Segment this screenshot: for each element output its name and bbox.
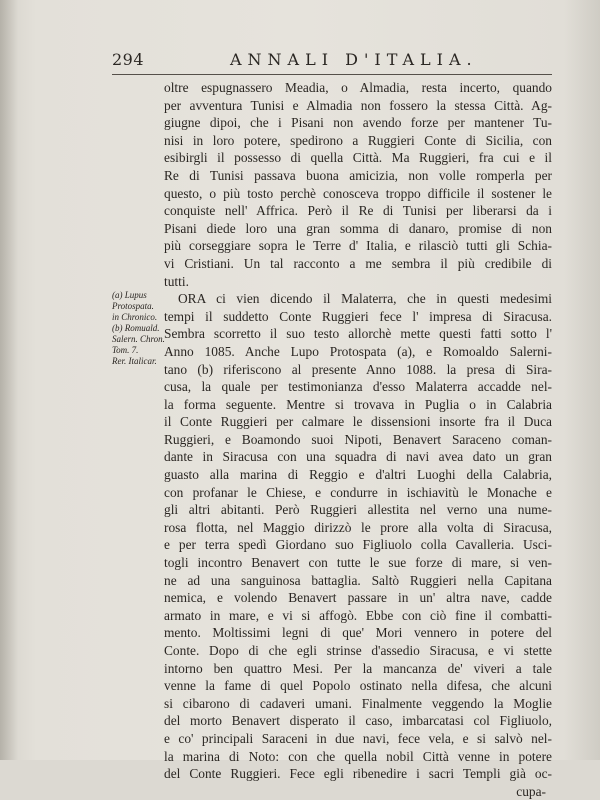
text-line: del Conte Ruggieri. Fece egli ribenedire i sacri Templi già oc- [164,766,552,782]
text-line: guasto alla marina di Reggio e d'altri Luoghi della Calabria, [164,467,552,483]
text-line: oltre espugnassero Meadia, o Almadia, resta incerto, quando [164,80,552,95]
catchword: cupa- [516,783,546,799]
page-number: 294 [112,50,145,69]
page-fold-shadow [0,0,18,760]
text-line: nisi in loro potere, spedirono a Ruggieri Conte di Sicilia, con [164,132,552,148]
text-line: e per terra spedì Giordano suo Figliuolo colla Cavalleria. Usci- [164,537,552,553]
margin-note-line: (b) Romuald. [112,323,160,333]
text-line: ne ad una sanguinosa battaglia. Saltò Ruggieri nella Capitana [164,572,552,588]
text-line: Sembra scorretto il suo testo allorchè mette questi fatti sotto l' [164,326,552,342]
margin-note-line: Tom. 7. [112,345,139,355]
text-line: e co' principali Saraceni in due navi, fece vela, e si salvò nel- [164,730,552,746]
margin-note-line: Rer. Italicar. [112,356,157,366]
text-line: Re di Tunisi passava buona amicizia, non volle romperla per [164,167,552,183]
text-line: si cibarono di cadaveri umani. Finalmente veggendo la Moglie [164,695,552,711]
text-line: del morto Benavert disperato il caso, imbarcatasi col Figliuolo, [164,713,552,729]
text-line: conquiste nell' Affrica. Però il Re di Tunisi per liberarsi da i [164,203,552,219]
text-line: più corseggiare sopra le Terre d' Italia, e rilasciò tutti gli Schia- [164,238,552,254]
text-line: il Conte Ruggieri per calmare le dissensioni insorte fra il Duca [164,414,552,430]
text-line: nemica, e volendo Benavert passare in un' altra nave, cadde [164,590,552,606]
text-line: tempi il suddetto Conte Ruggieri fece l' impresa di Siracusa. [164,308,552,324]
text-line: vi Cristiani. Un tal racconto a me sembra il più credibile di [164,255,552,271]
text-line: ORA ci vien dicendo il Malaterra, che in questi medesimi [178,291,552,307]
text-line: la marina di Noto: con che quella nobil Città venne in potere [164,748,552,764]
text-line: intorno ben quattro Mesi. Per la mancanza de' viveri a tale [164,660,552,676]
text-line: Pisani diede loro una gran somma di danaro, promise di non [164,220,552,236]
text-line: togli incontro Benavert con tutte le sue forze di mare, si ven- [164,555,552,571]
text-line: Ruggieri, e Boamondo suoi Nipoti, Benavert Saraceno coman- [164,431,552,447]
text-line: Conte. Dopo di che egli strinse d'assedio Siracusa, e vi stette [164,643,552,658]
running-title: ANNALI D'ITALIA. [230,50,478,69]
text-line: la forma seguente. Mentre si trovava in Puglia o in Calabria [164,396,552,412]
text-line: con profanar le Chiese, e condurre in ischiavitù le Monache e [164,484,552,500]
margin-note-line: (a) Lupus [112,290,147,300]
text-line: rosa flotta, nel Maggio dirizzò le prore alla volta di Siracusa, [164,519,552,535]
text-line: per avventura Tunisi e Almadia non fossero la stessa Città. Ag- [164,97,552,113]
text-line: gli altri abitanti. Però Ruggieri allestita nel verno una nume- [164,502,552,518]
text-line: giugne dipoi, che i Pisani non avendo forze per mantener Tu- [164,115,552,131]
margin-note-line: in Chronico. [112,312,158,322]
text-line: armato in mare, e vi si affogò. Ebbe con ciò fine il combatti- [164,607,552,623]
page-header [112,50,552,75]
margin-note-line: Salern. Chron. [112,334,165,344]
text-line: cusa, la quale per testimonianza d'esso Malaterra accadde nel- [164,379,552,395]
text-line: esibirgli il possesso di quella Città. Ma Ruggieri, fra cui e il [164,150,552,166]
text-line: venne la fame di quel Popolo ostinato nella difesa, che alcuni [164,678,552,694]
text-line: questo, o più tosto perchè conosceva troppo difficile il sostener le [164,185,552,201]
text-line: dante in Siracusa con una squadra di navi avea dato un gran [164,449,552,465]
text-line: Anno 1085. Anche Lupo Protospata (a), e Romoaldo Salerni- [164,343,552,359]
text-line: tutti. [164,273,189,289]
text-line: mento. Moltissimi legni di que' Mori vennero in potere del [164,625,552,641]
body-text [164,79,552,800]
text-line: tano (b) riferiscono al presente Anno 1088. la presa di Sira- [164,361,552,377]
margin-note-line: Protospata. [112,301,154,311]
